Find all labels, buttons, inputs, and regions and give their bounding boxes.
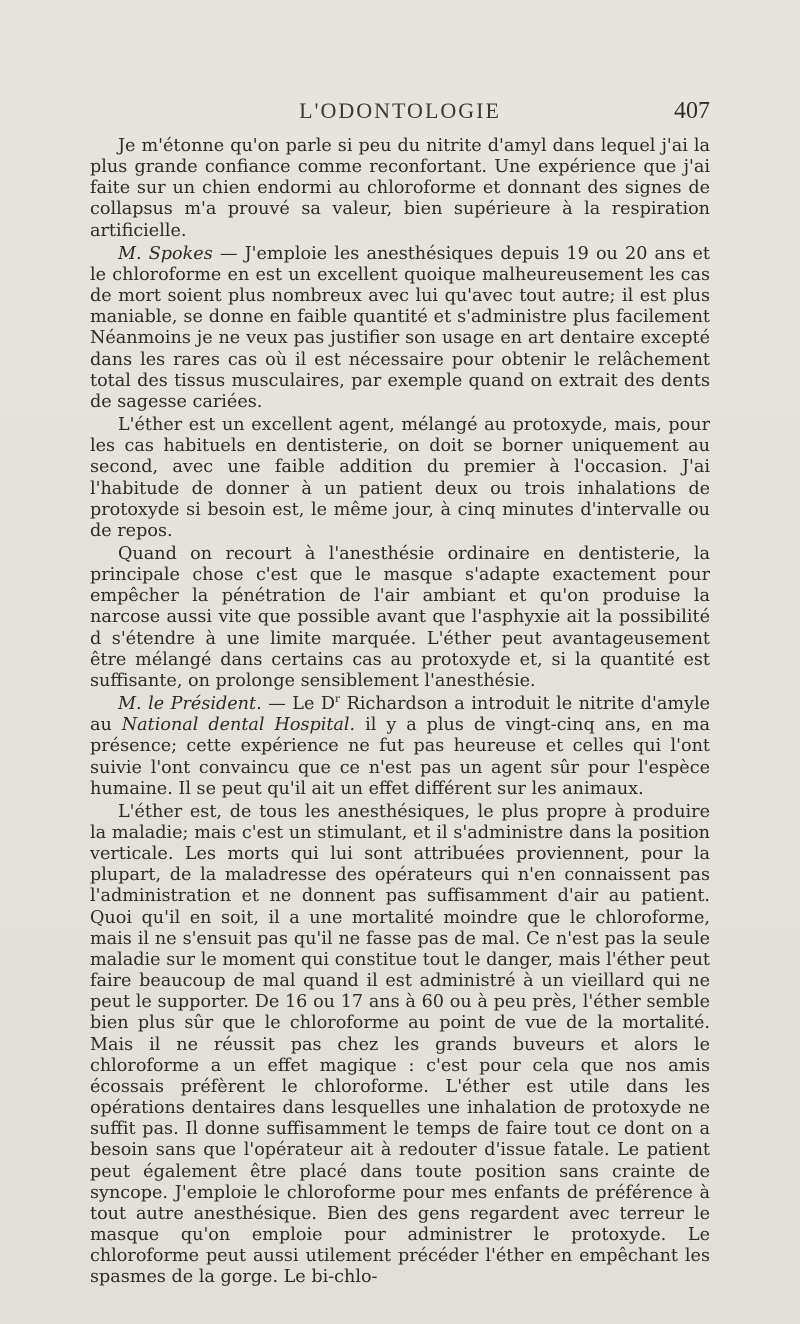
paragraph-text: — J'emploie les anesthésiques depuis 19 ou 20 ans et le chloroforme en est un excellent quoique malheureusement les cas de mort soient plus nombreux avec lui qu'avec tout autre; il est plus maniable, se donne en faible quantité et s'administre plus facilement Néanmoins je ne veux pas justifier son usage en art dentaire excepté dans les rares cas où il est nécessaire pour obtenir le relâchement total des tissus musculaires, par exemple quand on extrait des dents de sagesse cariées. (90, 243, 711, 412)
paragraph (90, 694, 710, 800)
paragraph (90, 802, 710, 1289)
paragraph-text: L'éther est, de tous les anesthésiques, le plus propre à produire la maladie; mais c'est un stimulant, et il s'administre dans la position verticale. Les morts qui lui sont attribuées proviennent, pour la plupart, de la maladresse des opérateurs qui n'en connaissent pas l'administration et ne donnent pas suffisamment d'air au patient. Quoi qu'il en soit, il a une mortalité moindre que le chloroforme, mais il ne s'ensuit pas qu'il ne fasse pas de mal. Ce n'est pas la seule maladie sur le moment qui constitue tout le danger, mais l'éther peut faire beaucoup de mal quand il est administré à un vieillard qui ne peut le supporter. De 16 ou 17 ans à 60 ou à peu près, l'éther semble bien plus sûr que le chloroforme au point de vue de la mortalité. Mais il ne réussit pas chez les grands buveurs et alors le chloroforme a un effet magique : c'est pour cela que nos amis écossais préfèrent le chloroforme. L'éther est utile dans les opérations dentaires dans lesquelles une inhalation de protoxyde ne suffit pas. Il donne suffisamment le temps de faire tout ce dont on a besoin sans que l'opérateur ait à redouter d'issue fatale. Le patient peut également être placé dans toute position sans crainte de syncope. J'emploie le chloroforme pour mes enfants de préférence à tout autre anesthésique. Bien des gens regardent avec terreur le masque qu'on emploie pour administrer le protoxyde. Le chloroforme peut aussi utilement précéder l'éther en empêchant les spasmes de la gorge. Le bi-chlo- (90, 801, 710, 1288)
paragraph-text: Quand on recourt à l'anesthésie ordinaire en dentisterie, la principale chose c'est que le masque s'adapte exactement pour empêcher la pénétration de l'air ambiant et qu'on produise la narcose aussi vite que possible avant que l'asphyxie ait la possibilité d s'étendre à une limite marquée. L'éther peut avantageusement être mélangé dans certains cas au protoxyde et, si la quantité est suffisante, on prolonge sensiblement l'anesthésie. (90, 543, 710, 691)
body-text (90, 136, 710, 1288)
paragraph (90, 136, 710, 242)
running-head: L'ODONTOLOGIE (299, 98, 501, 123)
paragraph-text: L'éther est un excellent agent, mélangé au protoxyde, mais, pour les cas habituels en dentisterie, on doit se borner uniquement au second, avec une faible addition du premier à l'occasion. J'ai l'habitude de donner à un patient deux ou trois inhalations de protoxyde si besoin est, le même jour, à cinq minutes d'intervalle ou de repos. (90, 415, 710, 541)
superscript: r (335, 693, 341, 706)
paragraph-text: Je m'étonne qu'on parle si peu du nitrite d'amyl dans lequel j'ai la plus grande confiance comme reconfortant. Une expérience que j'ai faite sur un chien endormi au chloroforme et donnant des signes de collapsus m'a prouvé sa valeur, bien supérieure à la respiration artificielle. (90, 136, 710, 241)
speaker-name: M. Spokes (118, 243, 213, 264)
paragraph-text: — Le D (261, 694, 336, 715)
paragraph (90, 415, 710, 542)
speaker-name: M. le Président. (118, 694, 262, 715)
page-header (90, 98, 710, 128)
page-number: 407 (674, 98, 710, 124)
hospital-name: National dental Hospital. (121, 715, 356, 736)
paragraph-text: il y a plus de vingt-cinq ans, en ma présence; cette expérience ne fut pas heureuse et celles qui l'ont suivie l'ont convaincu que ce n'est pas un agent sûr pour l'espèce humaine. Il se peut qu'il ait un effet différent sur les animaux. (90, 715, 710, 799)
paragraph-text: Richardson a introduit le nitrite d'amyle au (90, 694, 711, 736)
paragraph (90, 244, 710, 413)
paragraph (90, 544, 710, 692)
